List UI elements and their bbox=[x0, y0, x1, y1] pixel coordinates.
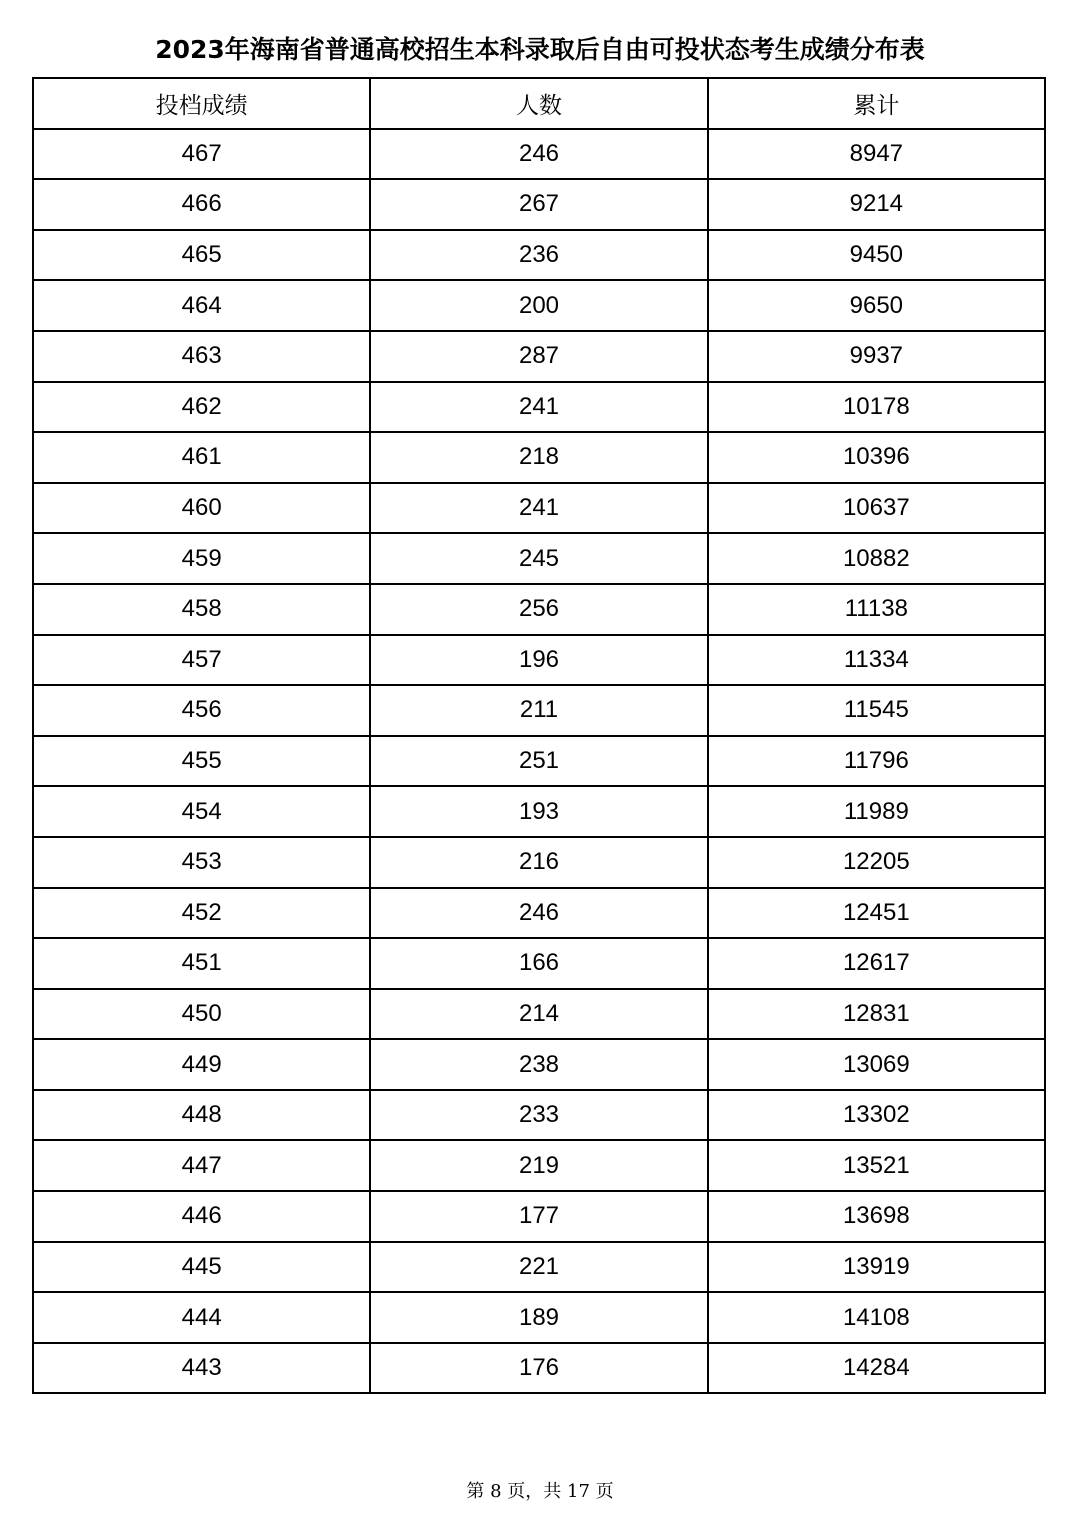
table-row bbox=[33, 1343, 1045, 1394]
header-cumulative: 累计 bbox=[708, 78, 1045, 129]
cumulative-cell: 13069 bbox=[708, 1039, 1045, 1090]
score-cell: 466 bbox=[33, 179, 370, 230]
table-row bbox=[33, 938, 1045, 989]
count-cell: 200 bbox=[370, 280, 707, 331]
cumulative-cell: 8947 bbox=[708, 129, 1045, 180]
cumulative-cell: 12617 bbox=[708, 938, 1045, 989]
score-cell: 445 bbox=[33, 1242, 370, 1293]
cumulative-cell: 13521 bbox=[708, 1140, 1045, 1191]
cumulative-cell: 11796 bbox=[708, 736, 1045, 787]
cumulative-cell: 13302 bbox=[708, 1090, 1045, 1141]
cumulative-cell: 9450 bbox=[708, 230, 1045, 281]
count-cell: 196 bbox=[370, 635, 707, 686]
score-cell: 455 bbox=[33, 736, 370, 787]
score-cell: 456 bbox=[33, 685, 370, 736]
table-row bbox=[33, 483, 1045, 534]
table-row bbox=[33, 432, 1045, 483]
score-cell: 458 bbox=[33, 584, 370, 635]
count-cell: 233 bbox=[370, 1090, 707, 1141]
score-cell: 460 bbox=[33, 483, 370, 534]
score-cell: 459 bbox=[33, 533, 370, 584]
cumulative-cell: 10637 bbox=[708, 483, 1045, 534]
count-cell: 189 bbox=[370, 1292, 707, 1343]
table-row bbox=[33, 1090, 1045, 1141]
cumulative-cell: 10882 bbox=[708, 533, 1045, 584]
score-cell: 448 bbox=[33, 1090, 370, 1141]
cumulative-cell: 9214 bbox=[708, 179, 1045, 230]
cumulative-cell: 10396 bbox=[708, 432, 1045, 483]
cumulative-cell: 13919 bbox=[708, 1242, 1045, 1293]
score-cell: 465 bbox=[33, 230, 370, 281]
table-row bbox=[33, 837, 1045, 888]
table-row bbox=[33, 1039, 1045, 1090]
header-count: 人数 bbox=[370, 78, 707, 129]
count-cell: 214 bbox=[370, 989, 707, 1040]
score-cell: 443 bbox=[33, 1343, 370, 1394]
score-cell: 449 bbox=[33, 1039, 370, 1090]
table-row bbox=[33, 888, 1045, 939]
count-cell: 216 bbox=[370, 837, 707, 888]
count-cell: 221 bbox=[370, 1242, 707, 1293]
document-title: 2023年海南省普通高校招生本科录取后自由可投状态考生成绩分布表 bbox=[155, 35, 925, 64]
table-row bbox=[33, 382, 1045, 433]
header-score: 投档成绩 bbox=[33, 78, 370, 129]
score-cell: 467 bbox=[33, 129, 370, 180]
cumulative-cell: 10178 bbox=[708, 382, 1045, 433]
cumulative-cell: 12451 bbox=[708, 888, 1045, 939]
count-cell: 193 bbox=[370, 786, 707, 837]
count-cell: 241 bbox=[370, 483, 707, 534]
count-cell: 245 bbox=[370, 533, 707, 584]
table-row bbox=[33, 635, 1045, 686]
cumulative-cell: 11545 bbox=[708, 685, 1045, 736]
count-cell: 267 bbox=[370, 179, 707, 230]
score-cell: 464 bbox=[33, 280, 370, 331]
count-cell: 246 bbox=[370, 129, 707, 180]
cumulative-cell: 11989 bbox=[708, 786, 1045, 837]
table-row bbox=[33, 179, 1045, 230]
score-cell: 457 bbox=[33, 635, 370, 686]
table-row bbox=[33, 786, 1045, 837]
cumulative-cell: 11138 bbox=[708, 584, 1045, 635]
count-cell: 166 bbox=[370, 938, 707, 989]
table-row bbox=[33, 331, 1045, 382]
cumulative-cell: 13698 bbox=[708, 1191, 1045, 1242]
table-row bbox=[33, 989, 1045, 1040]
cumulative-cell: 12831 bbox=[708, 989, 1045, 1040]
table-row bbox=[33, 736, 1045, 787]
table-row bbox=[33, 1292, 1045, 1343]
table-row bbox=[33, 685, 1045, 736]
table-row bbox=[33, 533, 1045, 584]
table-row bbox=[33, 230, 1045, 281]
table-row bbox=[33, 280, 1045, 331]
score-cell: 452 bbox=[33, 888, 370, 939]
count-cell: 241 bbox=[370, 382, 707, 433]
score-cell: 444 bbox=[33, 1292, 370, 1343]
score-cell: 462 bbox=[33, 382, 370, 433]
count-cell: 219 bbox=[370, 1140, 707, 1191]
count-cell: 251 bbox=[370, 736, 707, 787]
count-cell: 238 bbox=[370, 1039, 707, 1090]
count-cell: 287 bbox=[370, 331, 707, 382]
table-row bbox=[33, 584, 1045, 635]
score-cell: 454 bbox=[33, 786, 370, 837]
cumulative-cell: 11334 bbox=[708, 635, 1045, 686]
count-cell: 177 bbox=[370, 1191, 707, 1242]
table-body bbox=[33, 129, 1045, 1394]
table-row bbox=[33, 129, 1045, 180]
cumulative-cell: 9937 bbox=[708, 331, 1045, 382]
count-cell: 236 bbox=[370, 230, 707, 281]
cumulative-cell: 14284 bbox=[708, 1343, 1045, 1394]
score-cell: 447 bbox=[33, 1140, 370, 1191]
count-cell: 256 bbox=[370, 584, 707, 635]
table-header-row bbox=[33, 78, 1045, 129]
score-cell: 461 bbox=[33, 432, 370, 483]
table-row bbox=[33, 1140, 1045, 1191]
count-cell: 176 bbox=[370, 1343, 707, 1394]
score-cell: 450 bbox=[33, 989, 370, 1040]
cumulative-cell: 14108 bbox=[708, 1292, 1045, 1343]
score-cell: 451 bbox=[33, 938, 370, 989]
table-row bbox=[33, 1191, 1045, 1242]
table-row bbox=[33, 1242, 1045, 1293]
score-cell: 446 bbox=[33, 1191, 370, 1242]
count-cell: 218 bbox=[370, 432, 707, 483]
page-footer: 第 8 页，共 17 页 bbox=[466, 1481, 614, 1502]
score-cell: 453 bbox=[33, 837, 370, 888]
cumulative-cell: 9650 bbox=[708, 280, 1045, 331]
count-cell: 211 bbox=[370, 685, 707, 736]
score-cell: 463 bbox=[33, 331, 370, 382]
cumulative-cell: 12205 bbox=[708, 837, 1045, 888]
score-distribution-table bbox=[32, 77, 1046, 1394]
count-cell: 246 bbox=[370, 888, 707, 939]
